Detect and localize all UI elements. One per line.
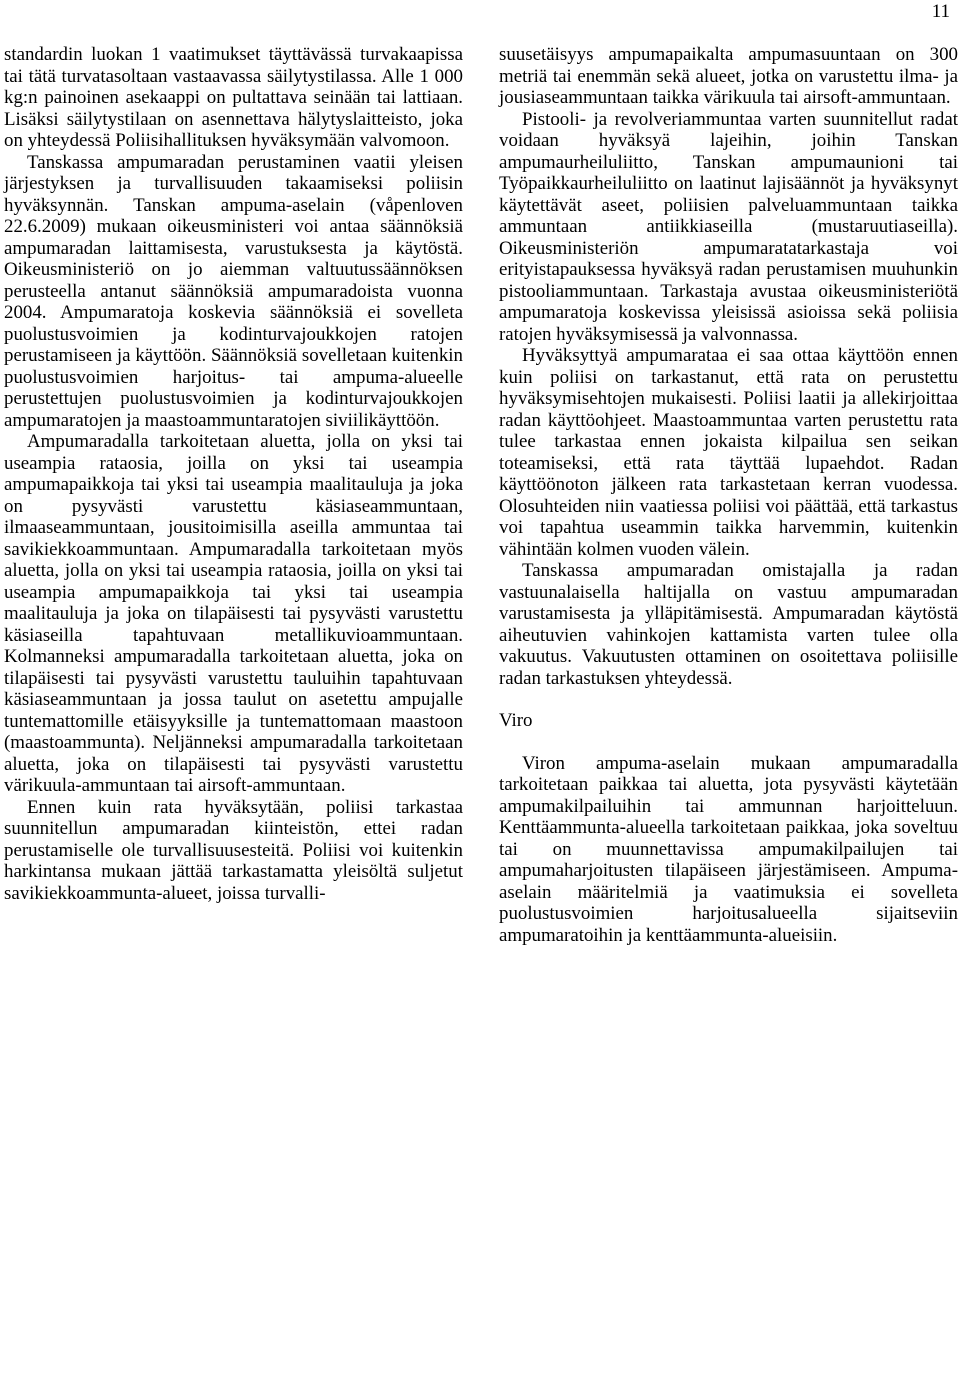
paragraph: suusetäisyys ampumapaikalta ampumasuuntaan on 300 metriä tai enemmän sekä alueet, jotka on varustettu ilma- ja jousiaseammuntaan taikka värikuula tai airsoft-ammuntaan. <box>499 44 958 108</box>
section-heading: Viro <box>499 710 533 731</box>
paragraph: Ampumaradalla tarkoitetaan aluetta, jolla on yksi tai useampia rataosia, joilla on yksi tai useampia ampumapaikkoja tai yksi tai useampia maalitauluja ja joka on pysyvästi varustettu käsiaseammuntaan, ilmaaseammuntaan, jousitoimisilla aseilla ammuntaa tai savikiekkoammuntaan. Ampumaradalla tarkoitetaan myös aluetta, jolla on yksi tai useampia rataosia, joilla on yksi tai useampia ampumapaikkoja tai yksi tai useampia maalitauluja ja joka on tilapäisesti tai pysyvästi varustettu käsiaseilla tapahtuvaan metallikuvioammuntaan. Kolmanneksi ampumaradalla tarkoitetaan aluetta, joka on tilapäisesti tai pysyvästi varustettu tauluihin tapahtuvaan käsiaseammuntaan ja jossa taulut on asetettu ampujalle tuntemattomille etäisyyksille ja tuntemattomaan maastoon (maastoammunta). Neljänneksi ampumaradalla tarkoitetaan aluetta, joka on tilapäisesti tai pysyvästi varustettu värikuula-ammuntaan tai airsoft-ammuntaan. <box>4 431 463 796</box>
page-number: 11 <box>931 1 950 22</box>
paragraph: Tanskassa ampumaradan omistajalla ja radan vastuunalaisella haltijalla on vastuu ampumaradan varustamisesta ja ylläpitämisestä. Ampumaradan käytöstä aiheutuvien vahinkojen kattamista varten tulee olla vakuutus. Vakuutusten ottaminen on osoitettava poliisille radan tarkastuksen yhteydessä. <box>499 560 958 689</box>
paragraph: Ennen kuin rata hyväksytään, poliisi tarkastaa suunnitellun ampumaradan kiinteistön, ettei radan perustamiselle ole turvallisuusesteitä. Poliisi voi kuitenkin harkintansa mukaan jättää tarkastamatta yleisöltä suljetut savikiekkoammunta-alueet, joissa turvalli- <box>4 796 463 904</box>
paragraph: Hyväksyttyä ampumarataa ei saa ottaa käyttöön ennen kuin poliisi on tarkastanut, että rata on perustettu hyväksymisehtojen mukaisesti. Poliisi laatii ja allekirjoittaa radan käyttöohjeet. Maastoammuntaa varten perustettu rata tulee tarkastaa ennen jokaista kilpailua sen seikan toteamiseksi, että rata täyttää lupaehdot. Radan käyttöönoton jälkeen rata tarkastetaan kerran vuodessa. Olosuhteiden niin vaatiessa poliisi voi päättää, että tarkastus voi tapahtua useammin taikka harvemmin, kuitenkin vähintään kolmen vuoden välein. <box>499 345 958 560</box>
paragraph: standardin luokan 1 vaatimukset täyttävässä turvakaapissa tai tätä turvatasoltaan vastaavassa säilytystilassa. Alle 1 000 kg:n painoinen asekaappi on pultattava seinään tai lattiaan. Lisäksi säilytystilaan on asennettava hälytyslaitteisto, joka on yhteydessä Poliisihallituksen hyväksymään valvomoon. <box>4 44 463 151</box>
left-column <box>4 44 463 904</box>
paragraph: Tanskassa ampumaradan perustaminen vaatii yleisen järjestyksen ja turvallisuuden takaamiseksi poliisin hyväksynnän. Tanskan ampuma-aselain (våpenloven 22.6.2009) mukaan oikeusministeri voi antaa säännöksiä ampumaradan laittamisesta, varustuksesta ja käytöstä. Oikeusministeriö on jo aiemman valtuutussäännöksen perusteella antanut säännöksiä ampumaradoista vuonna 2004. Ampumaratoja koskevia säännöksiä ei sovelleta puolustusvoimien ja kodinturvajoukkojen ratojen perustamiseen ja käyttöön. Säännöksiä sovelletaan kuitenkin puolustusvoimien harjoitus- tai ampuma-alueelle perustettujen puolustusvoimien ja kodinturvajoukkojen ampumaratojen ja maastoammuntaratojen siviilikäyttöön. <box>4 151 463 431</box>
paragraph: Pistooli- ja revolveriammuntaa varten suunnitellut radat voidaan hyväksyä lajeihin, joihin Tanskan ampumaurheiluliitto, Tanskan ampumaunioni tai Työpaikkaurheiluliitto on laatinut lajisäännöt ja hyväksynyt käytettävät aseet, poliisien palveluammuntaan taikka ammuntaan antiikkiaseilla (mustaruutiaseilla). Oikeusministeriön ampumaratatarkastaja voi erityistapauksessa hyväksyä radan perustamisen muuhunkin pistooliammuntaan. Tarkastaja avustaa oikeusministeriötä ampumaratoja koskevissa yleisissä asioissa sekä poliisia ratojen hyväksymisessä ja valvonnassa. <box>499 108 958 345</box>
right-column <box>499 44 958 946</box>
paragraph: Viron ampuma-aselain mukaan ampumaradalla tarkoitetaan paikkaa tai aluetta, jota pysyvästi käytetään ampumakilpailuihin tai ammunnan harjoitteluun. Kenttäammunta-alueella tarkoitetaan paikkaa, joka soveltuu tai on muunnettavissa ampumakilpailujen tai ampumaharjoitusten tilapäiseen järjestämiseen. Ampuma-aselain määritelmiä ja vaatimuksia ei sovelleta puolustusvoimien harjoitusalueella sijaitseviin ampumaratoihin ja kenttäammunta-alueisiin. <box>499 752 958 946</box>
